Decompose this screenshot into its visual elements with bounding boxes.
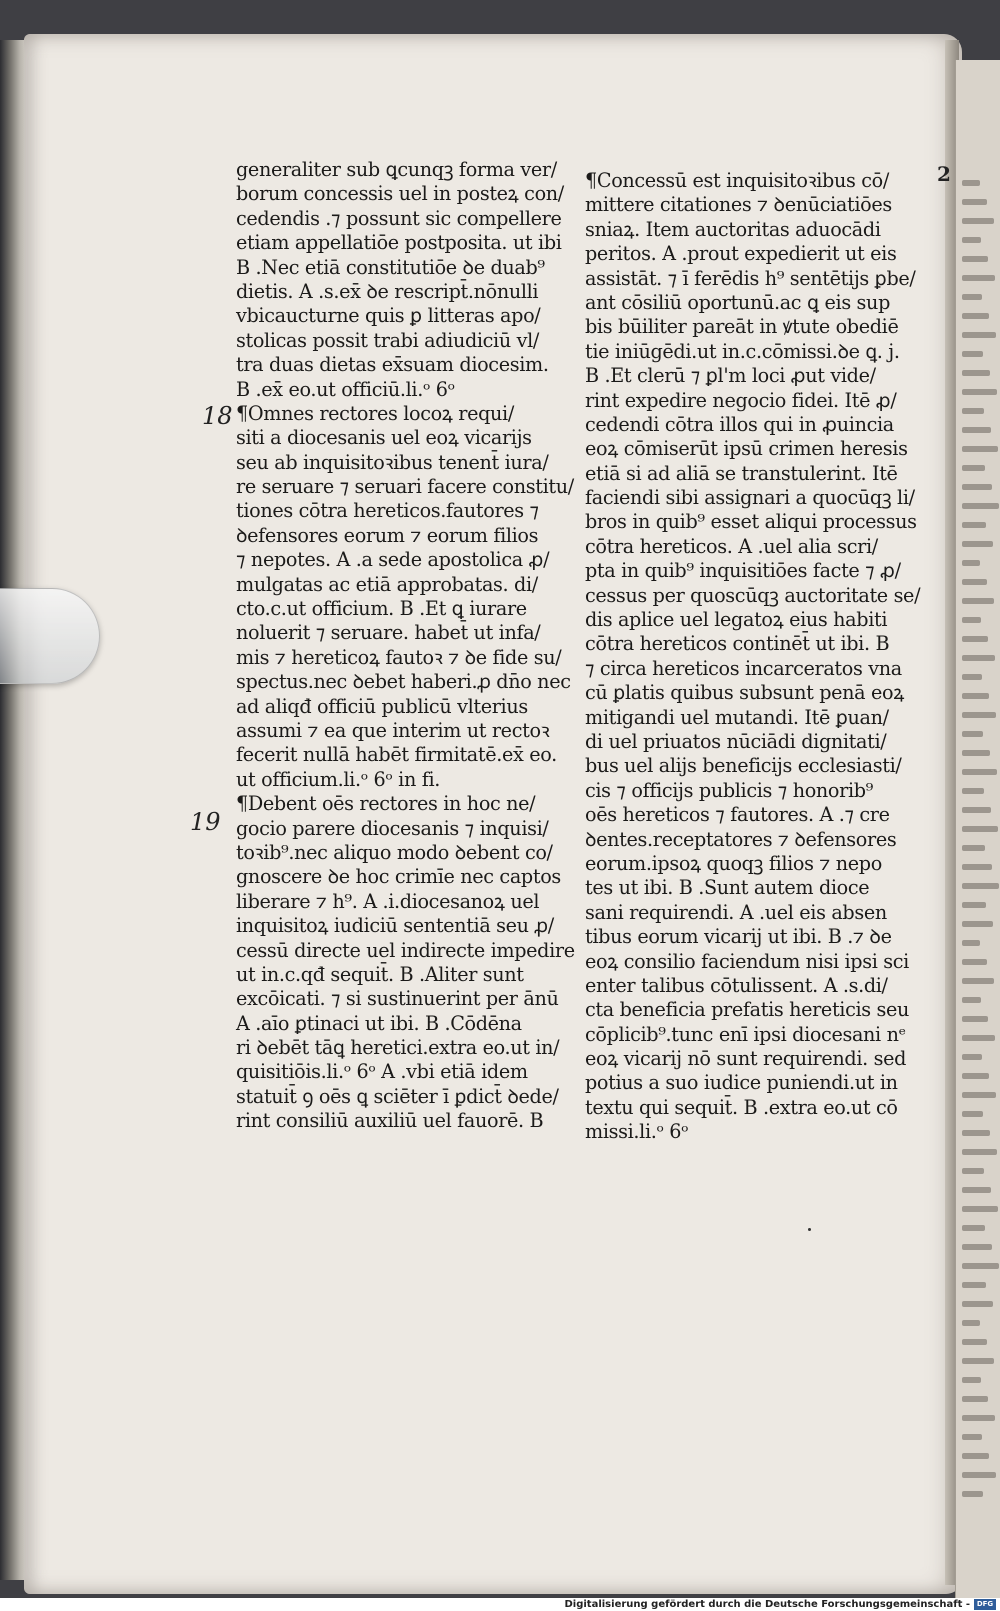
adjacent-page-ghost-line — [962, 446, 998, 452]
adjacent-page-ghost-line — [962, 199, 987, 205]
text-line: stolicas possit trabi adiudiciū vl/ — [236, 328, 539, 352]
adjacent-page-ghost-line — [962, 541, 993, 547]
text-line: cto.c.ut officium. B .Et ꝗ iurare — [236, 597, 527, 621]
text-line: textu qui sequit̄. B .extra eo.ut cō — [585, 1095, 898, 1119]
adjacent-page-ghost-line — [962, 598, 994, 604]
text-line: mittere citationes ⁊ ꝺenūciatiōes — [585, 193, 892, 217]
text-line: generaliter sub ꝗcunqꝫ forma ver/ — [236, 158, 557, 181]
adjacent-page-ghost-line — [962, 1301, 993, 1307]
adjacent-page-ghost-line — [962, 674, 982, 680]
dfg-logo: DFG — [974, 1599, 996, 1610]
footer-bar — [0, 1598, 1000, 1611]
text-line: tra duas dietas ex̄suam diocesim. — [236, 353, 549, 377]
adjacent-page-ghost-line — [962, 218, 994, 224]
text-line: borum concessis uel in posteꝝ con/ — [236, 182, 564, 206]
adjacent-page-ghost-line — [962, 1282, 986, 1288]
adjacent-page-ghost-line — [962, 731, 983, 737]
adjacent-page-ghost-line — [962, 1263, 999, 1269]
text-line: oēs hereticos ⁊ fautores. A .⁊ cre — [585, 803, 890, 827]
text-line: mulgatas ac etiā approbatas. di/ — [236, 572, 538, 596]
adjacent-page-ghost-line — [962, 484, 992, 490]
margin-number-19: 19 — [190, 808, 221, 836]
text-line: liberare ⁊ h⁹. A .i.diocesanoꝝ uel — [236, 889, 540, 913]
adjacent-page-ghost-line — [962, 1073, 989, 1079]
text-line: tiones cōtra hereticos.fautores ⁊ — [236, 499, 539, 523]
text-line: rint consiliū auxiliū uel fauorē. B — [236, 1109, 544, 1133]
adjacent-page-ghost-line — [962, 788, 984, 794]
text-line: mis ⁊ hereticoꝝ fautoꝛ ⁊ ꝺe fide su/ — [236, 645, 562, 669]
text-line: eoꝝ consilio faciendum nisi ipsi sci — [585, 949, 909, 973]
text-line: bus uel alijs beneficijs ecclesiasti/ — [585, 754, 902, 778]
text-line: ⁊ circa hereticos incarceratos vna — [585, 656, 902, 680]
text-line: etiam appellatiōe postposita. ut ibi — [236, 231, 562, 255]
adjacent-page-ghost-line — [962, 1415, 995, 1421]
adjacent-page-ghost-line — [962, 807, 991, 813]
text-line: bros in quib⁹ esset aliqui processus — [585, 510, 917, 534]
text-line: cōtra hereticos continēt̄ ut ibi. B — [585, 632, 890, 656]
adjacent-page-ghost-line — [962, 940, 980, 946]
text-line: cta beneficia prefatis hereticis seu — [585, 998, 910, 1022]
text-line: assistāt. ⁊ ī ferēdis h⁹ sentētijs ꝑbe/ — [585, 266, 916, 290]
adjacent-page-ghost-line — [962, 313, 989, 319]
text-line: eoꝝ vicarij nō sunt requirendi. sed — [585, 1047, 907, 1071]
adjacent-page-ghost-line — [962, 332, 996, 338]
text-line: cis ⁊ officijs publicis ⁊ honorib⁹ — [585, 778, 873, 802]
adjacent-page-ghost-line — [962, 1225, 985, 1231]
adjacent-page-ghost-line — [962, 1035, 995, 1041]
adjacent-page-ghost-line — [962, 180, 980, 186]
adjacent-page-ghost-line — [962, 503, 999, 509]
adjacent-page-ghost-line — [962, 351, 983, 357]
text-line: ꝺefensores eorum ⁊ eorum filios — [236, 523, 539, 547]
adjacent-page-ghost-line — [962, 636, 988, 642]
text-line: faciendi sibi assignari a quocūqꝫ li/ — [585, 486, 915, 510]
adjacent-page-ghost-line — [962, 1377, 981, 1383]
text-line: ¶Omnes rectores locoꝝ requi/ — [236, 401, 514, 425]
adjacent-page-ghost-line — [962, 1187, 991, 1193]
adjacent-page-ghost-line — [962, 1206, 998, 1212]
text-line: ⁊ nepotes. A .a sede apostolica ꝓ/ — [236, 548, 550, 572]
adjacent-page-ghost-line — [962, 1434, 982, 1440]
adjacent-page-ghost-line — [962, 560, 980, 566]
text-line: cessū directe uel indirecte impedire — [236, 938, 575, 962]
text-line: ut officium.li.ᵒ 6ᵒ in fi. — [236, 767, 440, 791]
adjacent-page-ghost-line — [962, 1130, 990, 1136]
adjacent-page-ghost-line — [962, 769, 997, 775]
adjacent-page-ghost-line — [962, 389, 997, 395]
text-line: gocio parere diocesanis ⁊ inquisi/ — [236, 816, 549, 840]
text-line: B .Et clerū ⁊ ꝑl'm loci ꝓut vide/ — [585, 364, 876, 388]
text-line: toꝛib⁹.nec aliquo modo ꝺebent co/ — [236, 840, 553, 864]
text-line: ¶Debent oēs rectores in hoc ne/ — [236, 792, 536, 816]
text-line: ad aliqđ officiū publicū vlterius — [236, 694, 528, 718]
text-line: cedendi cōtra illos qui in ꝓuincia — [585, 412, 894, 436]
text-line: A .aīo ꝑtinaci ut ibi. B .Cōdēna — [236, 1011, 522, 1035]
text-line: ¶Concessū est inquisitoꝛibus cō/ — [585, 169, 889, 192]
adjacent-page-ghost-line — [962, 883, 999, 889]
text-line: seu ab inquisitoꝛibus tenent̄ iura/ — [236, 450, 549, 474]
text-line: tibus eorum vicarij ut ibi. B .⁊ ꝺe — [585, 925, 892, 949]
adjacent-page-ghost-line — [962, 1149, 997, 1155]
adjacent-page-ghost-line — [962, 864, 992, 870]
text-line: peritos. A .prout expedierit ut eis — [585, 242, 897, 266]
text-line: bis būiliter pareāt in ꝟtute obediē — [585, 315, 899, 339]
adjacent-page-ghost-line — [962, 294, 982, 300]
adjacent-page-ghost-line — [962, 1168, 984, 1174]
text-line: sniaꝝ. Item auctoritas aduocādi — [585, 217, 881, 241]
adjacent-page-ghost-line — [962, 1244, 992, 1250]
adjacent-page-ghost-line — [962, 1453, 989, 1459]
text-line: gnoscere ꝺe hoc crimīe nec captos — [236, 865, 561, 889]
adjacent-page-ghost-line — [962, 1054, 982, 1060]
text-line: B .ex̄ eo.ut officiū.li.ᵒ 6ᵒ — [236, 377, 455, 401]
text-line: cessus per quoscūqꝫ auctoritate se/ — [585, 583, 921, 607]
adjacent-page-ghost-line — [962, 1016, 988, 1022]
adjacent-page-edge — [955, 60, 1000, 1600]
text-line: quisitiōis.li.ᵒ 6ᵒ A .vbi etiā idem — [236, 1060, 528, 1084]
adjacent-page-ghost-line — [962, 826, 998, 832]
adjacent-page-ghost-line — [962, 1339, 987, 1345]
text-line: fecerit nullā habēt firmitatē.ex̄ eo. — [236, 743, 557, 767]
adjacent-page-ghost-line — [962, 1491, 983, 1497]
text-line: enter talibus cōtulissent. A .s.di/ — [585, 973, 888, 997]
text-line: cōtra hereticos. A .uel alia scri/ — [585, 534, 878, 558]
text-line: eorum.ipsoꝝ quoqꝫ filios ⁊ nepo — [585, 851, 882, 875]
adjacent-page-ghost-line — [962, 1320, 980, 1326]
text-line: siti a diocesanis uel eoꝝ vicarijs — [236, 426, 532, 450]
adjacent-page-ghost-line — [962, 750, 990, 756]
text-line: rint expedire negocio fidei. Itē ꝓ/ — [585, 388, 897, 412]
text-line: di uel priuatos nūciādi dignitati/ — [585, 729, 887, 753]
adjacent-page-ghost-line — [962, 978, 994, 984]
ink-speck — [808, 1228, 811, 1231]
text-line: cōplicib⁹.tunc enī ipsi diocesani nᵉ — [585, 1022, 906, 1046]
text-line: sani requirendi. A .uel eis absen — [585, 900, 887, 924]
text-line: eoꝝ cōmiserūt ipsū crimen heresis — [585, 437, 908, 461]
adjacent-page-ghost-line — [962, 1396, 988, 1402]
adjacent-page-ghost-line — [962, 522, 986, 528]
adjacent-page-ghost-line — [962, 655, 995, 661]
adjacent-page-ghost-line — [962, 1358, 994, 1364]
adjacent-page-ghost-line — [962, 237, 981, 243]
text-line: potius a suo iudice puniendi.ut in — [585, 1071, 898, 1095]
text-line: tie iniūgēdi.ut in.c.cōmissi.ꝺe ꝗ. j. — [585, 339, 900, 363]
adjacent-page-ghost-line — [962, 1472, 996, 1478]
page-clip-holder — [0, 588, 100, 684]
adjacent-page-ghost-line — [962, 617, 981, 623]
text-line: excōicati. ⁊ si sustinuerint per ānū — [236, 987, 559, 1011]
text-line: tes ut ibi. B .Sunt autem dioce — [585, 876, 870, 900]
adjacent-page-ghost-line — [962, 712, 996, 718]
text-line: re seruare ⁊ seruari facere constitu/ — [236, 475, 574, 499]
text-line: pta in quib⁹ inquisitiōes facte ⁊ ꝓ/ — [585, 559, 901, 583]
right-text-column — [585, 169, 930, 1145]
text-line: statuit̄ ꝯ oēs ꝗ sciēter ī ꝑdict̄ ꝺede/ — [236, 1084, 559, 1108]
text-line: noluerit ⁊ seruare. habet̄ ut infa/ — [236, 621, 541, 645]
adjacent-page-ghost-line — [962, 256, 988, 262]
adjacent-page-ghost-line — [962, 693, 989, 699]
margin-number-18: 18 — [202, 402, 233, 430]
text-line: cū ꝑlatis quibus subsunt penā eoꝝ — [585, 681, 904, 705]
funding-credit: Digitalisierung gefördert durch die Deutsche Forschungsgemeinschaft - — [564, 1599, 970, 1610]
adjacent-page-ghost-line — [962, 465, 985, 471]
adjacent-page-ghost-line — [962, 921, 993, 927]
text-line: B .Nec etiā constitutiōe ꝺe duab⁹ — [236, 255, 545, 279]
text-line: mitigandi uel mutandi. Itē ꝑuan/ — [585, 705, 889, 729]
adjacent-page-ghost-line — [962, 902, 986, 908]
text-line: cedendis .⁊ possunt sic compellere — [236, 206, 562, 230]
adjacent-page-ghost-line — [962, 1092, 996, 1098]
text-line: etiā si ad aliā se transtulerint. Itē — [585, 461, 898, 485]
adjacent-page-ghost-line — [962, 370, 990, 376]
text-line: assumi ⁊ ea que interim ut rectoꝛ — [236, 718, 550, 742]
text-line: ri ꝺebēt tāꝗ heretici.extra eo.ut in/ — [236, 1036, 560, 1060]
page-number: 2 — [937, 162, 951, 186]
text-line: missi.li.ᵒ 6ᵒ — [585, 1120, 689, 1144]
text-line: dietis. A .s.ex̄ ꝺe rescript̄.nōnulli — [236, 279, 539, 303]
adjacent-page-ghost-line — [962, 1111, 983, 1117]
adjacent-page-ghost-line — [962, 427, 991, 433]
text-line: dis aplice uel legatoꝝ eius habiti — [585, 608, 888, 632]
adjacent-page-ghost-line — [962, 408, 984, 414]
text-line: ant cōsiliū oportunū.ac ꝗ eis sup — [585, 290, 890, 314]
text-line: ꝺentes.receptatores ⁊ ꝺefensores — [585, 827, 897, 851]
adjacent-page-ghost-line — [962, 275, 995, 281]
adjacent-page-ghost-line — [962, 845, 985, 851]
text-line: ut in.c.qđ sequit̄. B .Aliter sunt — [236, 962, 524, 986]
text-line: inquisitoꝝ iudiciū sententiā seu ꝓ/ — [236, 914, 554, 938]
adjacent-page-ghost-line — [962, 997, 981, 1003]
text-line: vbicaucturne quis ꝑ litteras apo/ — [236, 304, 541, 328]
left-text-column — [236, 158, 575, 1134]
adjacent-page-ghost-line — [962, 579, 987, 585]
text-line: spectus.nec ꝺebet haberi.ꝓ dn̄o nec — [236, 670, 571, 694]
adjacent-page-ghost-line — [962, 959, 987, 965]
